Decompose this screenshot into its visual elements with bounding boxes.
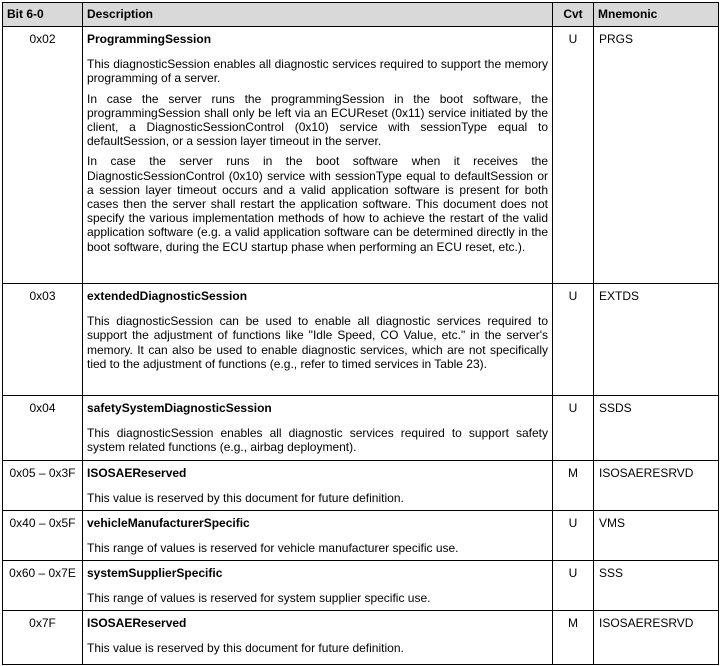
description-paragraph: This diagnosticSession enables all diagnostic services required to support safety system related functions (e.g., airbag deployment). — [87, 426, 548, 455]
table-row — [3, 611, 719, 665]
cvt-value: U — [553, 511, 594, 561]
header-bit: Bit 6-0 — [3, 3, 83, 27]
session-name: safetySystemDiagnosticSession — [87, 401, 272, 415]
table-row — [3, 27, 719, 284]
bit-value: 0x60 – 0x7E — [3, 561, 83, 611]
description-cell — [83, 611, 553, 665]
description-paragraph: In case the server runs the programmingSession in the boot software, the programmingSession shall only be left via an ECUReset (0x11) service initiated by the client, a DiagnosticSessionControl (0x10) service with sessionType equal to defaultSession, or a session layer timeout in the server. — [87, 91, 548, 149]
table-row — [3, 461, 719, 511]
bit-value: 0x03 — [3, 284, 83, 396]
description-paragraph: This diagnosticSession enables all diagnostic services required to support the memory programming of a server. — [87, 57, 548, 86]
description-paragraph: This value is reserved by this document for future definition. — [87, 491, 404, 506]
description-cell — [83, 396, 553, 461]
cvt-value: U — [553, 27, 594, 284]
session-name: ISOSAEReserved — [87, 616, 187, 630]
header-mnemonic: Mnemonic — [594, 3, 719, 27]
description-paragraph: This diagnosticSession can be used to enable all diagnostic services required to support the adjustment of functions like "Idle Speed, CO Value, etc." in the server's memory. It can also be used to enable diagnostic services, which are not specifically tied to the adjustment of functions (e.g., refer to timed services in Table 23). — [87, 314, 548, 371]
description-paragraph: In case the server runs in the boot software when it receives the DiagnosticSessionControl (0x10) service with sessionType equal to defaultSession or a session layer timeout occurs and a valid application software is present for both cases then the server shall restart the application software. This document does not specify the various implementation methods of how to achieve the restart of the valid application software (e.g. a valid application software can be determined directly in the boot software, during the ECU startup phase when performing an ECU reset, etc.). — [87, 154, 548, 254]
mnemonic-value: SSDS — [594, 396, 719, 461]
cvt-value: U — [553, 396, 594, 461]
header-description: Description — [83, 3, 553, 27]
description-cell — [83, 511, 553, 561]
bit-value: 0x40 – 0x5F — [3, 511, 83, 561]
bit-value: 0x02 — [3, 27, 83, 284]
mnemonic-value: EXTDS — [594, 284, 719, 396]
table-header-row — [3, 3, 719, 27]
description-cell — [83, 561, 553, 611]
description-paragraph: This range of values is reserved for system supplier specific use. — [87, 591, 431, 606]
mnemonic-value: VMS — [594, 511, 719, 561]
description-cell — [83, 27, 553, 284]
table-row — [3, 396, 719, 461]
description-paragraph: This value is reserved by this document for future definition. — [87, 641, 404, 656]
session-name: vehicleManufacturerSpecific — [87, 516, 250, 530]
session-type-table — [2, 2, 719, 665]
cvt-value: M — [553, 611, 594, 665]
mnemonic-value: PRGS — [594, 27, 719, 284]
session-name: ProgrammingSession — [87, 32, 212, 46]
session-name: ISOSAEReserved — [87, 466, 187, 480]
mnemonic-value: ISOSAERESRVD — [594, 611, 719, 665]
session-name: systemSupplierSpecific — [87, 566, 223, 580]
table-row — [3, 284, 719, 396]
cvt-value: M — [553, 461, 594, 511]
session-name: extendedDiagnosticSession — [87, 289, 248, 303]
bit-value: 0x04 — [3, 396, 83, 461]
header-cvt: Cvt — [553, 3, 594, 27]
mnemonic-value: SSS — [594, 561, 719, 611]
bit-value: 0x7F — [3, 611, 83, 665]
mnemonic-value: ISOSAERESRVD — [594, 461, 719, 511]
table-row — [3, 511, 719, 561]
table-row — [3, 561, 719, 611]
cvt-value: U — [553, 561, 594, 611]
description-paragraph: This range of values is reserved for vehicle manufacturer specific use. — [87, 541, 459, 556]
cvt-value: U — [553, 284, 594, 396]
table-body — [3, 27, 719, 665]
description-cell — [83, 284, 553, 396]
description-cell — [83, 461, 553, 511]
bit-value: 0x05 – 0x3F — [3, 461, 83, 511]
